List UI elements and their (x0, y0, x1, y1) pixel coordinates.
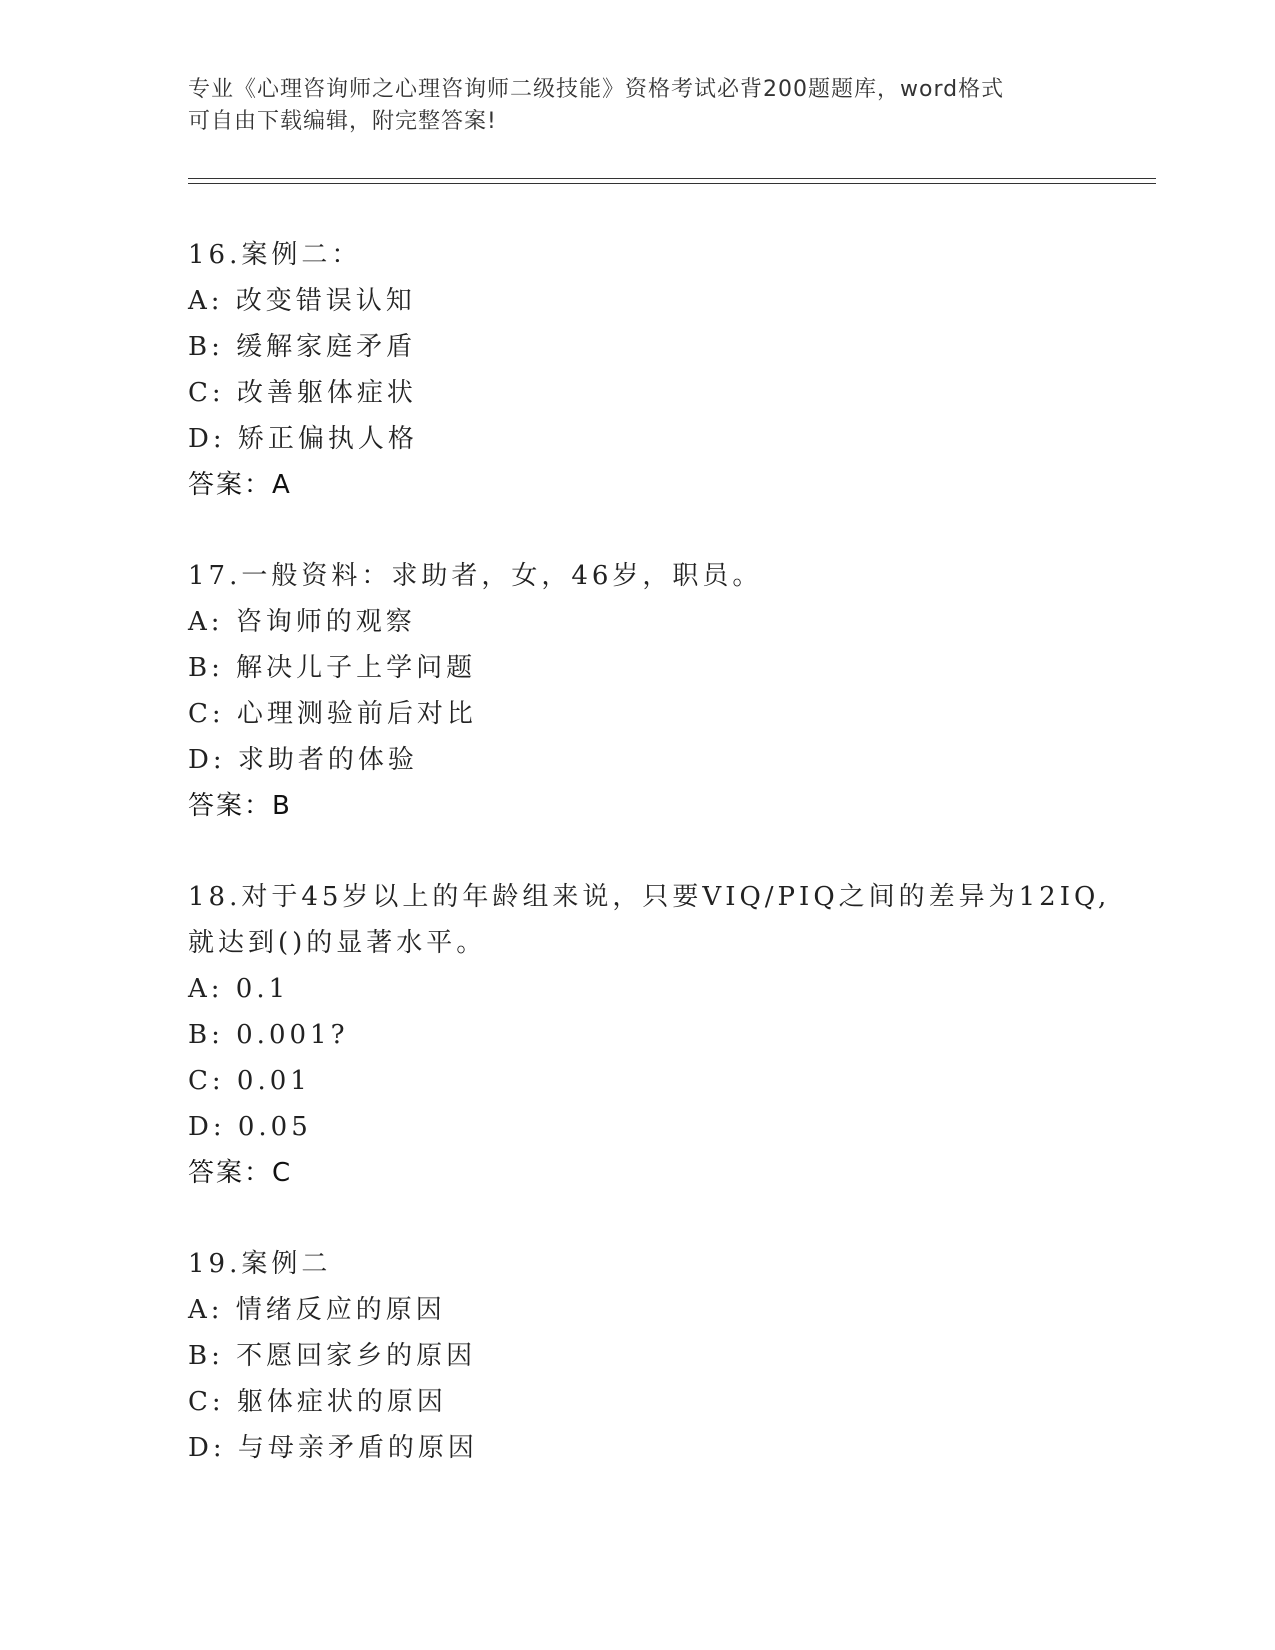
question-19 (188, 1241, 1088, 1471)
option-d: D: 与母亲矛盾的原因 (188, 1433, 478, 1463)
header-rule-bottom (188, 183, 1156, 184)
option-d: D: 0.05 (188, 1112, 312, 1142)
option-c: C: 改善躯体症状 (188, 378, 417, 408)
question-stem: 19.案例二 (188, 1249, 332, 1279)
answer-line: 答案：A (188, 470, 292, 500)
header-line-1: 专业《心理咨询师之心理咨询师二级技能》资格考试必背200题题库，word格式 (188, 77, 1005, 102)
option-c: C: 心理测验前后对比 (188, 699, 477, 729)
question-stem-line-1: 18.对于45岁以上的年龄组来说，只要VIQ/PIQ之间的差异为12IQ, (188, 882, 1111, 912)
option-a: A: 0.1 (188, 974, 290, 1004)
option-d: D: 矫正偏执人格 (188, 424, 418, 454)
answer-line: 答案：C (188, 1158, 293, 1188)
option-c: C: 0.01 (188, 1066, 311, 1096)
option-d: D: 求助者的体验 (188, 745, 418, 775)
option-c: C: 躯体症状的原因 (188, 1387, 447, 1417)
question-17 (188, 553, 1088, 829)
option-a: A: 咨询师的观察 (188, 607, 416, 637)
option-a: A: 情绪反应的原因 (188, 1295, 446, 1325)
answer-line: 答案：B (188, 791, 292, 821)
question-stem-line-2: 就达到()的显著水平。 (188, 928, 487, 958)
option-b: B: 不愿回家乡的原因 (188, 1341, 477, 1371)
header-line-2: 可自由下载编辑，附完整答案! (188, 109, 497, 134)
question-16 (188, 232, 1088, 508)
question-list (188, 232, 1111, 1516)
document-header (188, 74, 1068, 138)
header-rule-top (188, 178, 1156, 179)
question-stem: 17.一般资料：求助者，女，46岁，职员。 (188, 561, 763, 591)
option-b: B: 缓解家庭矛盾 (188, 332, 417, 362)
option-a: A: 改变错误认知 (188, 286, 416, 316)
question-18 (188, 874, 1111, 1196)
option-b: B: 0.001? (188, 1020, 349, 1050)
question-stem: 16.案例二： (188, 240, 362, 270)
option-b: B: 解决儿子上学问题 (188, 653, 477, 683)
